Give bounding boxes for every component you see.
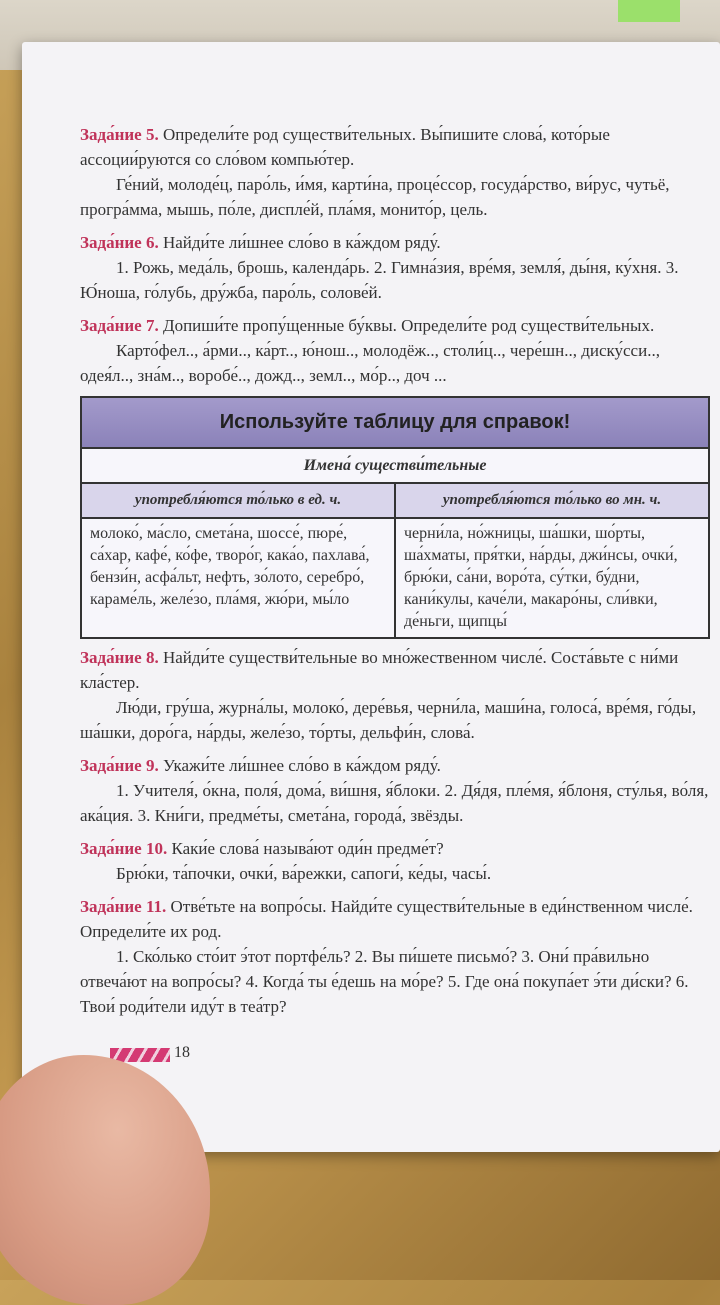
task-words: 1. Учителя́, о́кна, поля́, дома́, ви́шня, я́блоки. 2. Дя́дя, пле́мя, я́блоня, сту́лья, во́ля, ака́ция. 3. Кни́ги, предме́ты, смета́на, города́, звёзды. (80, 781, 709, 825)
task-words: Лю́ди, гру́ша, журна́лы, молоко́, дере́вья, черни́ла, маши́на, голоса́, вре́мя, го́ды, ша́шки, доро́га, на́рды, желе́зо, то́рты, дельфи́н, слова́. (80, 698, 697, 742)
task-title: Зада́ние 8. (80, 648, 159, 667)
task-question: Укажи́те ли́шнее сло́во в ка́ждом ряду́. (162, 756, 441, 775)
page-content (80, 122, 710, 1027)
task-question: Определи́те род существи́тельных. Вы́пишите слова́, кото́рые ассоции́руются со сло́вом компью́тер. (80, 125, 610, 169)
singular-column (82, 484, 394, 637)
task-title: Зада́ние 6. (80, 233, 159, 252)
task-6 (80, 230, 710, 305)
task-question: Найди́те ли́шнее сло́во в ка́ждом ряду́. (162, 233, 441, 252)
textbook-page (22, 42, 720, 1152)
task-title: Зада́ние 9. (80, 756, 159, 775)
page-number-text: 18 (174, 1044, 190, 1061)
task-words: Брю́ки, та́почки, очки́, ва́режки, сапоги́, ке́ды, часы́. (116, 864, 492, 883)
task-words: Ге́ний, молоде́ц, паро́ль, и́мя, карти́на, проце́ссор, госуда́рство, ви́рус, чутьё, програ́мма, мышь, по́ле, диспле́й, пла́мя, монито́р, цель. (80, 175, 670, 219)
task-10 (80, 836, 710, 886)
reference-grid (82, 484, 708, 637)
task-title: Зада́ние 5. (80, 125, 159, 144)
reference-caption: Имена́ существи́тельные (82, 449, 708, 484)
task-title: Зада́ние 11. (80, 897, 167, 916)
task-words: 1. Рожь, меда́ль, брошь, календа́рь. 2. Гимна́зия, вре́мя, земля́, ды́ня, ку́хня. 3. Ю́ноша, го́лубь, дру́жба, паро́ль, солове́й. (80, 258, 679, 302)
task-9 (80, 753, 710, 828)
green-sticker (618, 0, 680, 22)
task-question: Отве́тьте на вопро́сы. Найди́те существи́тельные в еди́нственном числе́. Определи́те их род. (80, 897, 693, 941)
plural-column (394, 484, 708, 637)
reference-banner: Используйте таблицу для справок! (82, 398, 708, 449)
task-title: Зада́ние 10. (80, 839, 168, 858)
plural-words: черни́ла, но́жницы, ша́шки, шо́рты, ша́хматы, пря́тки, на́рды, джи́нсы, очки́, брю́ки, са́ни, воро́та, су́тки, бу́дни, кани́кулы, каче́ли, макаро́ны, сли́вки, де́ньги, щипцы́ (404, 525, 678, 630)
task-11 (80, 894, 710, 1019)
task-question: Найди́те существи́тельные во мно́жественном числе́. Соста́вьте с ни́ми кла́стер. (80, 648, 679, 692)
task-7 (80, 313, 710, 388)
task-5 (80, 122, 710, 222)
reference-table (80, 396, 710, 639)
singular-header: употребля́ются то́лько в ед. ч. (82, 484, 394, 519)
task-question: Допиши́те пропу́щенные бу́квы. Определи́те род существи́тельных. (162, 316, 655, 335)
plural-header: употребля́ются то́лько во мн. ч. (396, 484, 708, 519)
task-question: Каки́е слова́ называ́ют оди́н предме́т? (171, 839, 444, 858)
task-title: Зада́ние 7. (80, 316, 159, 335)
task-8 (80, 645, 710, 745)
singular-words: молоко́, ма́сло, смета́на, шоссе́, пюре́, са́хар, кафе́, ко́фе, творо́г, кака́о, пахлава́, бензи́н, асфа́льт, нефть, зо́лото, серебро́, караме́ль, желе́зо, пла́мя, жю́ри, мы́ло (90, 525, 370, 608)
task-words: 1. Ско́лько сто́ит э́тот портфе́ль? 2. Вы пи́шете письмо́? 3. Они́ пра́вильно отвеча́ют на вопро́сы? 4. Когда́ ты е́дешь на мо́ре? 5. Где она́ покупа́ет э́ти ди́ски? 6. Твои́ роди́тели иду́т в теа́тр? (80, 947, 689, 1016)
task-words: Карто́фел.., а́рми.., ка́рт.., ю́нош.., молодёж.., столи́ц.., чере́шн.., диску́сси.., одея́л.., зна́м.., воробе́.., дожд.., земл.., мо́р.., доч ... (80, 341, 660, 385)
